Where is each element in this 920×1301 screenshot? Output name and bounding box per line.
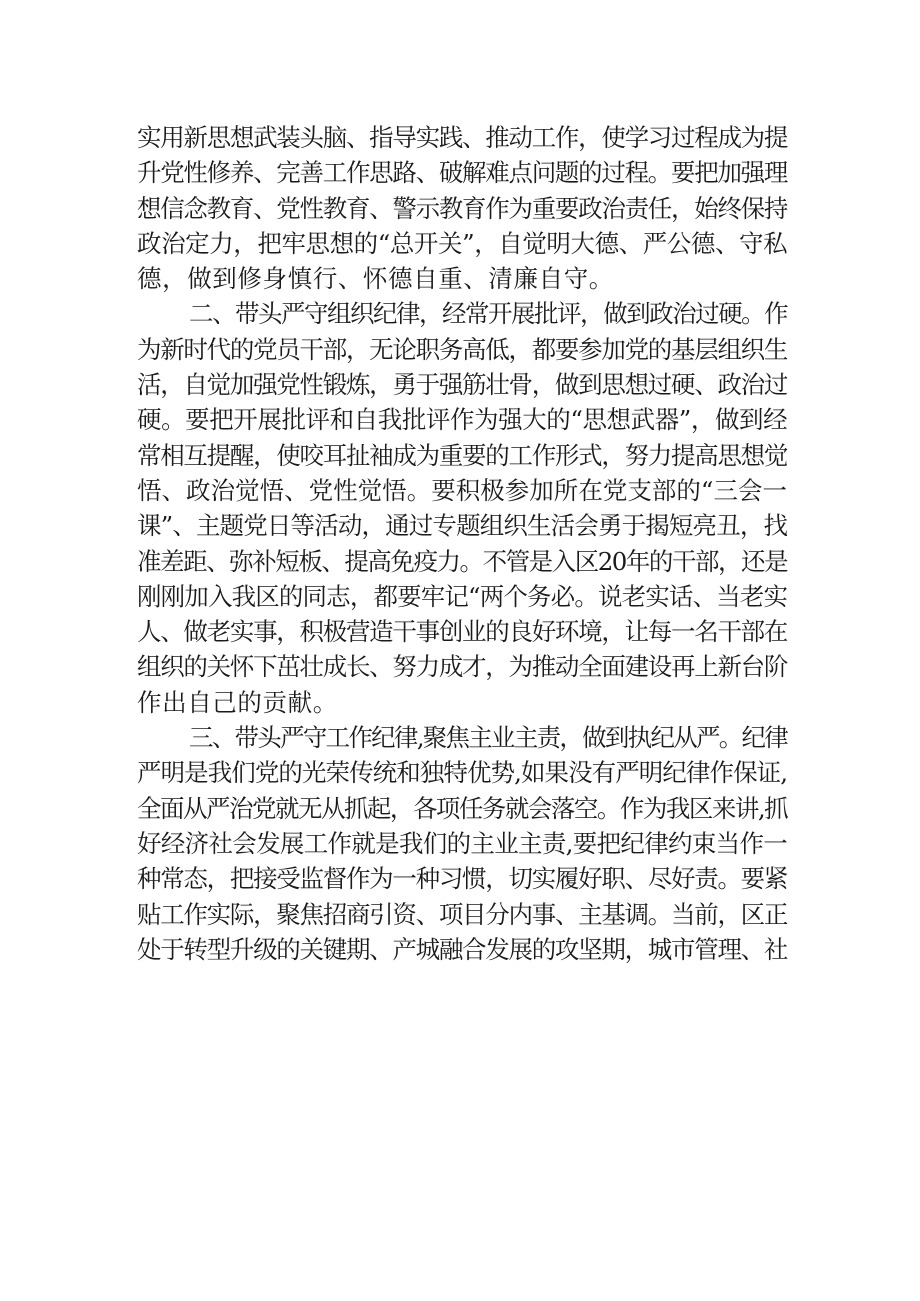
text-line: 全面从严治党就无从抓起，各项任务就会落空。作为我区来讲,抓	[137, 793, 787, 823]
text-line: 德，做到修身慎行、怀德自重、清廉自守。	[137, 264, 614, 294]
text-line: 好经济社会发展工作就是我们的主业主责,要把纪律约束当作一	[137, 828, 787, 858]
text-line: 刚刚加入我区的同志，都要牢记“两个务必。说老实话、当老实	[137, 581, 787, 611]
text-line: 严明是我们党的光荣传统和独特优势,如果没有严明纪律作保证,	[137, 758, 787, 788]
text-line: 悟、政治觉悟、党性觉悟。要积极参加所在党支部的“三会一	[137, 475, 787, 505]
text-line: 常相互提醒，使咬耳扯袖成为重要的工作形式，努力提高思想觉	[137, 440, 787, 470]
text-line: 课”、主题党日等活动，通过专题组织生活会勇于揭短亮丑，找	[137, 511, 787, 541]
document-body	[137, 120, 787, 967]
section-heading-line: 二、带头严守组织纪律，经常开展批评，做到政治过硬。作	[189, 299, 787, 329]
text-line: 作出自己的贡献。	[137, 687, 338, 717]
paragraph-3	[137, 720, 787, 967]
paragraph-2	[137, 296, 787, 720]
text-line: 贴工作实际，聚焦招商引资、项目分内事、主基调。当前，区正	[137, 899, 787, 929]
text-line: 想信念教育、党性教育、警示教育作为重要政治责任，始终保持	[137, 193, 787, 223]
text-line: 实用新思想武装头脑、指导实践、推动工作，使学习过程成为提	[137, 123, 787, 152]
paragraph-1	[137, 120, 787, 296]
text-line: 组织的关怀下茁壮成长、努力成才，为推动全面建设再上新台阶	[137, 652, 787, 682]
text-line: 准差距、弥补短板、提高免疫力。不管是入区20年的干部，还是	[137, 546, 787, 576]
text-line: 升党性修养、完善工作思路、破解难点问题的过程。要把加强理	[137, 158, 787, 188]
text-line: 处于转型升级的关键期、产城融合发展的攻坚期，城市管理、社	[137, 934, 787, 964]
text-line: 为新时代的党员干部，无论职务高低，都要参加党的基层组织生	[137, 334, 787, 364]
text-line: 种常态，把接受监督作为一种习惯，切实履好职、尽好责。要紧	[137, 864, 787, 894]
text-line: 人、做老实事，积极营造干事创业的良好环境，让每一名干部在	[137, 617, 787, 647]
text-line: 活，自觉加强党性锻炼，勇于强筋壮骨，做到思想过硬、政治过	[137, 370, 787, 400]
text-line: 硬。要把开展批评和自我批评作为强大的“思想武器”，做到经	[137, 405, 787, 435]
text-line: 政治定力，把牢思想的“总开关”，自觉明大德、严公德、守私	[137, 228, 787, 258]
section-heading-line: 三、带头严守工作纪律,聚焦主业主责，做到执纪从严。纪律	[189, 723, 787, 753]
